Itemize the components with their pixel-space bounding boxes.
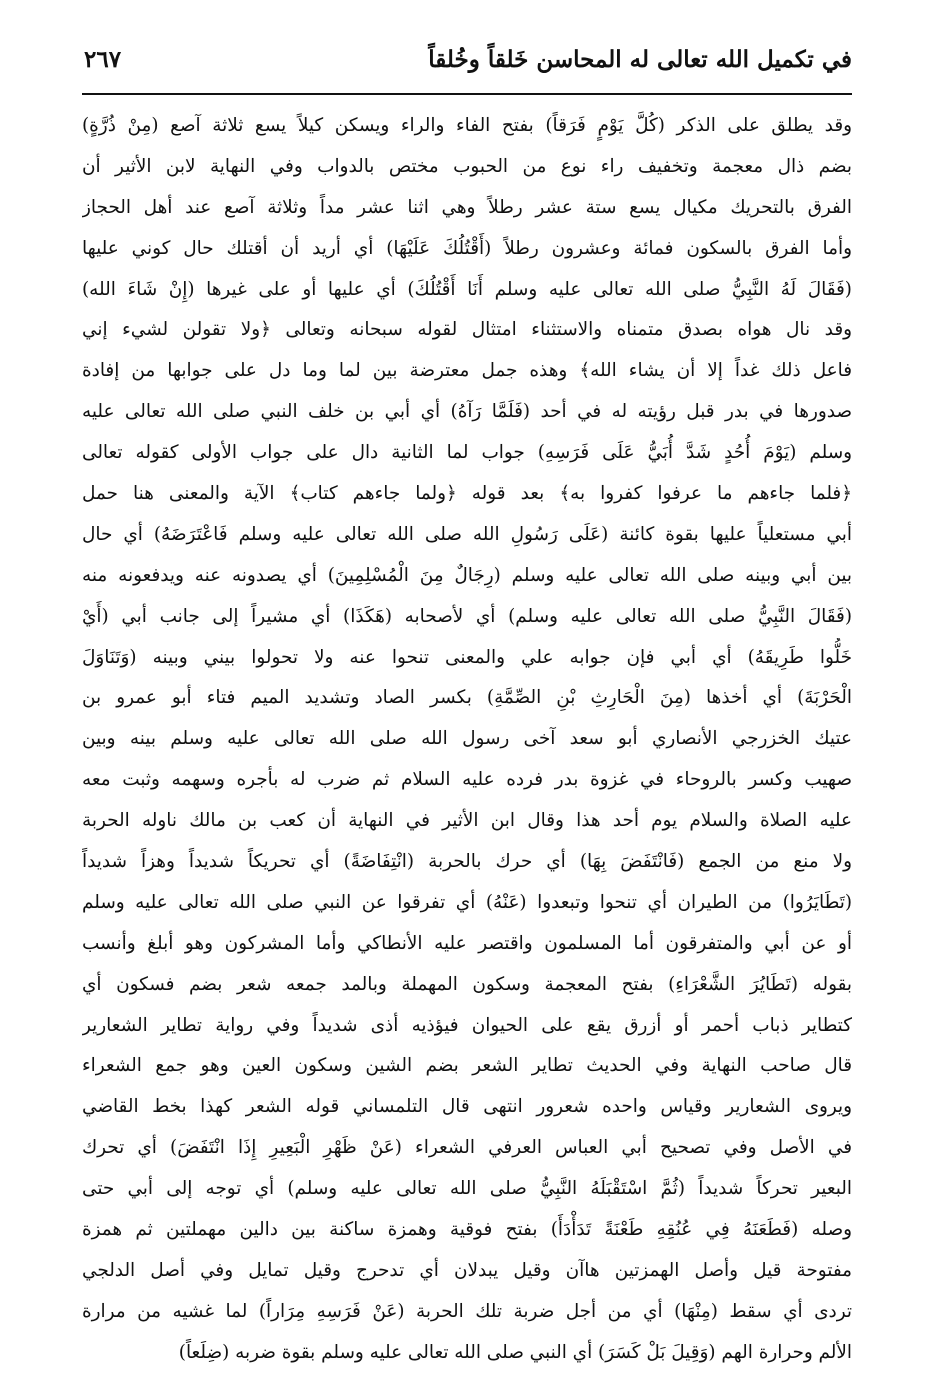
text-line-7: فاعل ذلك غداً إلا أن يشاء الله﴾ وهذه جمل معترضة بين لما وما دل على جوابها من إفادة <box>82 360 852 382</box>
text-line-27: البعير تحركاً شديداً (ثُمَّ اسْتَقْبَلَهُ النَّبِيُّ صلى الله تعالى عليه وسلم) أي توجه إلى أبي حتى <box>82 1178 852 1200</box>
header-divider <box>82 93 852 95</box>
text-line-5: (فَقَالَ لَهُ النَّبِيُّ صلى الله تعالى عليه وسلم أَنَا أَقْتُلُكَ) أي عليها أو على غيرها (إِنْ شَاءَ الله) <box>82 278 852 300</box>
text-line-13: (فَقَالَ النَّبِيُّ صلى الله تعالى عليه وسلم) أي لأصحابه (هَكَذَا) أي مشيراً إلى جانب أبي (أَيْ <box>82 605 852 627</box>
text-line-14: خَلُّوا طَرِيقَهُ) أي أبي فإن جوابه علي والمعنى تنحوا عنه ولا تحولوا بيني وبينه (وَتَنَاوَلَ <box>82 646 852 668</box>
text-line-2: بضم ذال معجمة وتخفيف راء نوع من الحبوب مختص بالدواب وفي النهاية لابن الأثير أن <box>82 155 852 177</box>
text-line-25: ويروى الشعارير وقياس واحده شعرور انتهى قال التلمساني قوله الشعر كهذا بخط القاضي <box>82 1096 852 1118</box>
text-line-16: عتيك الخزرجي الأنصاري أبو سعد آخى رسول الله صلى الله تعالى عليه وسلم بينه وبين <box>82 728 852 750</box>
text-line-18: عليه الصلاة والسلام يوم أحد هذا وقال ابن الأثير في النهاية أن كعب بن مالك ناوله الحربة <box>82 810 852 832</box>
text-line-29: مفتوحة قيل وأصل الهمزتين هاآن وقيل يبدلان أي تدحرج وقيل تمايل وفي أصل الدلجي <box>82 1259 852 1281</box>
page-header <box>82 40 852 92</box>
text-line-1: وقد يطلق على الذكر (كُلَّ يَوْمٍ فَرَقاً) بفتح الفاء والراء ويسكن كيلاً يسع ثلاثة آصع (مِنْ ذُرَّةٍ) <box>82 115 852 136</box>
text-line-22: بقوله (تَطَايُرَ الشَّعْرَاءِ) بفتح المعجمة وسكون المهملة وبالمد جمعه شعر بضم فسكون أي <box>82 973 852 995</box>
text-line-24: قال صاحب النهاية وفي الحديث تطاير الشعر بضم الشين وسكون العين وهو جمع الشعراء <box>82 1055 852 1077</box>
text-line-10: ﴿فلما جاءهم ما عرفوا كفروا به﴾ بعد قوله ﴿ولما جاءهم كتاب﴾ الآية والمعنى هنا حمل <box>82 483 852 505</box>
text-line-11: أبي مستعلياً عليها بقوة كائنة (عَلَى رَسُولِ الله صلى الله تعالى عليه وسلم فَاعْتَرَضَهُ) أي حال <box>82 523 852 545</box>
text-line-3: الفرق بالتحريك مكيال يسع ستة عشر رطلاً وهي اثنا عشر مداً وثلاثة آصع عند أهل الحجاز <box>82 196 852 218</box>
page-number: ٢٦٧ <box>84 46 122 73</box>
text-line-19: ولا منع من الجمع (فَانْتَفَضَ بِهَا) أي حرك بالحربة (انْتِفَاضَةً) أي تحريكاً شديداً وهزاً شديداً <box>82 851 852 873</box>
text-line-12: بين أبي وبينه صلى الله تعالى عليه وسلم (رِجَالٌ مِنَ الْمُسْلِمِينَ) أي يصدونه عنه ويدفعونه منه <box>82 564 852 586</box>
text-line-8: صدورها في بدر قبل رؤيته له في أحد (فَلَمَّا رَآهُ) أي أبي بن خلف النبي صلى الله تعالى عليه <box>82 401 852 423</box>
text-line-26: في الأصل وفي تصحيح أبي العباس العرفي الشعراء (عَنْ ظَهْرِ الْبَعِيرِ إِذَا انْتَفَضَ) أي تحرك <box>82 1137 852 1159</box>
text-line-20: (تَطَايَرُوا) من الطيران أي تنحوا وتبعدوا (عَنْهُ) أي تفرقوا عن النبي صلى الله تعالى عليه وسلم <box>82 891 852 913</box>
text-line-23: كتطاير ذباب أحمر أو أزرق يقع على الحيوان فيؤذيه أذى شديداً وفي رواية تطاير الشعارير <box>82 1014 852 1036</box>
text-line-9: وسلم (يَوْمَ أُحُدٍ شَدَّ أُبَيُّ عَلَى فَرَسِهِ) جواب لما الثانية دال على جواب الأولى كقوله تعالى <box>82 442 852 464</box>
text-line-21: أو عن أبي والمتفرقون أما المسلمون واقتصر عليه الأنطاكي وأما المشركون وهو أبلغ وأنسب <box>82 932 852 954</box>
text-line-15: الْحَرْبَةَ) أي أخذها (مِنَ الْحَارِثِ بْنِ الصِّمَّةِ) بكسر الصاد وتشديد الميم فتاء أبو عمرو بن <box>82 687 852 709</box>
text-line-6: وقد نال هواه بصدق متمناه والاستثناء امتثال لقوله سبحانه وتعالى ﴿ولا تقولن لشيء إني <box>82 319 852 341</box>
text-line-17: صهيب وكسر بالروحاء في غزوة بدر فرده عليه السلام ثم ضرب له بأجره وسهمه وثبت معه <box>82 769 852 791</box>
text-line-4: وأما الفرق بالسكون فمائة وعشرون رطلاً (أَقْتُلُكَ عَلَيْهَا) أي أريد أن أقتلك حال كوني عليها <box>82 237 852 259</box>
running-title: في تكميل الله تعالى له المحاسن خَلقاً وخُلقاً <box>428 46 852 73</box>
text-line-31: الألم وحرارة الهم (وَقِيلَ بَلْ كَسَرَ) أي النبي صلى الله تعالى عليه وسلم بقوة ضربه (ضِلَعاً) <box>178 1341 852 1363</box>
text-line-28: وصله (فَطَعَنَهُ فِي عُنُقِهِ طَعْنَةً تَدَأْدَأَ) بفتح فوقية وهمزة ساكنة بين دالين مهملتين ثم همزة <box>82 1219 852 1241</box>
body-text <box>82 106 852 1374</box>
text-line-30: تردى أي سقط (مِنْهَا) أي من أجل ضربة تلك الحربة (عَنْ فَرَسِهِ مِرَاراً) لما غشيه من مرارة <box>82 1300 852 1322</box>
